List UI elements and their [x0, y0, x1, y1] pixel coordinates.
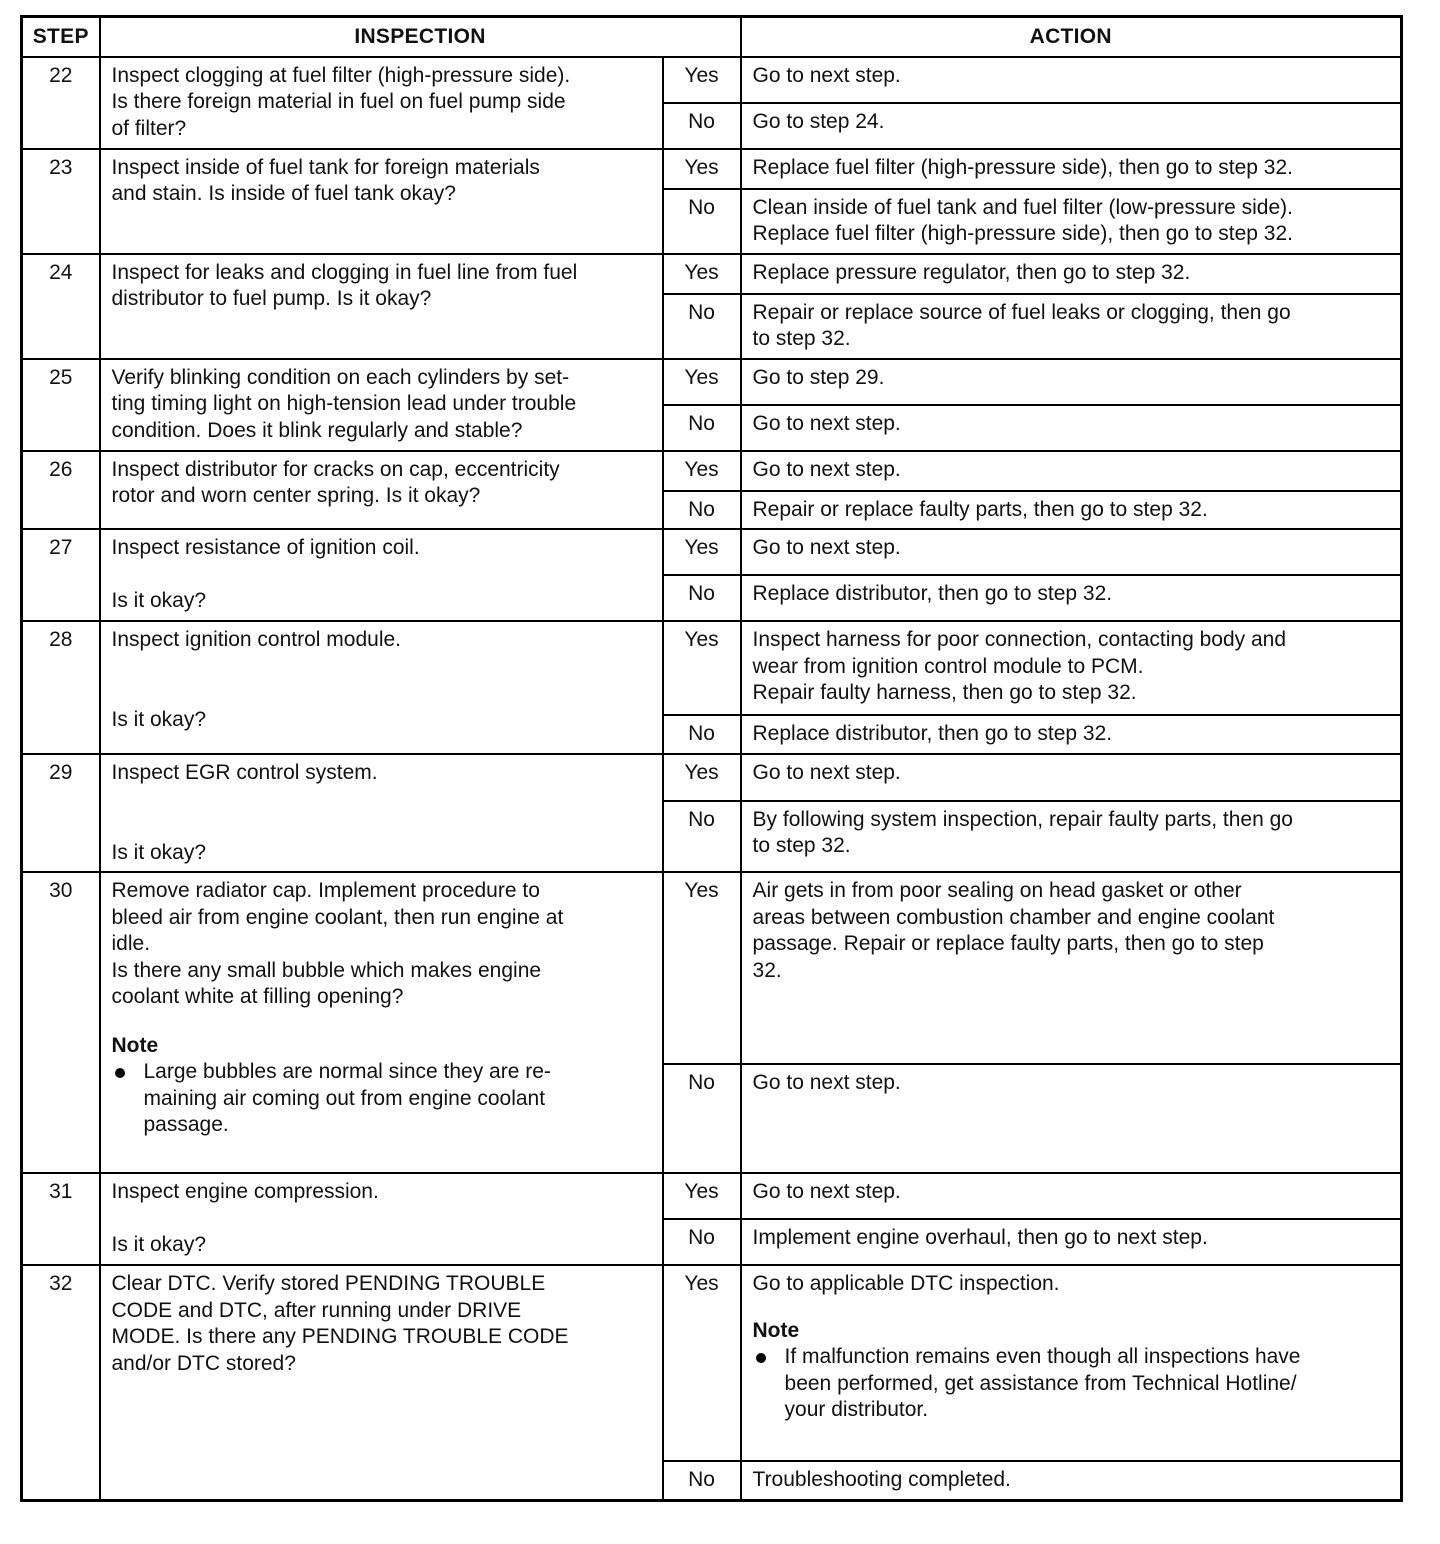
- action-text: Go to next step.: [752, 1180, 901, 1203]
- yes-label: Yes: [663, 1265, 741, 1461]
- no-action-cell: [741, 801, 1402, 872]
- yes-label: Yes: [663, 254, 741, 294]
- no-label: No: [663, 715, 741, 754]
- yes-label: Yes: [663, 872, 741, 1064]
- inspection-text: of filter?: [111, 116, 187, 140]
- inspection-text: Inspect for leaks and clogging in fuel line from fuel: [111, 260, 578, 284]
- note-text: maining air coming out from engine coolant: [143, 1086, 546, 1110]
- action-text: Repair or replace source of fuel leaks or clogging, then go: [752, 300, 1291, 324]
- no-label: No: [663, 294, 741, 359]
- action-text: Go to next step.: [752, 63, 901, 87]
- step-number: 22: [22, 57, 100, 149]
- action-text: Go to step 24.: [752, 109, 885, 133]
- inspection-question: Is it okay?: [111, 588, 207, 612]
- action-text: Go to next step.: [752, 457, 901, 481]
- action-text: Replace fuel filter (high-pressure side), then go to step 32.: [752, 222, 1293, 245]
- action-text: Replace distributor, then go to step 32.: [752, 582, 1113, 605]
- no-action-cell: [741, 575, 1402, 621]
- inspection-text: bleed air from engine coolant, then run engine at: [111, 905, 564, 929]
- yes-action-cell: [741, 451, 1402, 491]
- no-action-cell: [741, 1219, 1402, 1265]
- action-text: By following system inspection, repair faulty parts, then go: [752, 807, 1293, 831]
- no-label: No: [663, 405, 741, 451]
- inspection-text: coolant white at filling opening?: [111, 985, 404, 1008]
- note-title: Note: [752, 1318, 800, 1342]
- inspection-cell: [100, 872, 663, 1173]
- action-text: wear from ignition control module to PCM.: [752, 654, 1144, 678]
- inspection-text: Inspect EGR control system.: [111, 761, 378, 784]
- inspection-text: Inspect clogging at fuel filter (high-pressure side).: [111, 63, 571, 87]
- inspection-text: distributor to fuel pump. Is it okay?: [111, 287, 432, 310]
- action-text: Implement engine overhaul, then go to next step.: [752, 1226, 1208, 1249]
- step-number: 29: [22, 754, 100, 872]
- yes-label: Yes: [663, 621, 741, 715]
- no-label: No: [663, 491, 741, 530]
- inspection-text: Inspect inside of fuel tank for foreign materials: [111, 155, 540, 179]
- yes-action-cell: [741, 529, 1402, 575]
- yes-action-cell: [741, 754, 1402, 801]
- step-row-25: [22, 359, 1402, 405]
- step-number: 26: [22, 451, 100, 530]
- inspection-text: MODE. Is there any PENDING TROUBLE CODE: [111, 1325, 569, 1348]
- action-text: 32.: [752, 958, 782, 982]
- inspection-cell: [100, 754, 663, 872]
- action-text: Replace distributor, then go to step 32.: [752, 722, 1113, 745]
- yes-label: Yes: [663, 1173, 741, 1219]
- no-label: No: [663, 189, 741, 254]
- inspection-text: Inspect ignition control module.: [111, 628, 401, 651]
- action-text: Go to next step.: [752, 761, 901, 784]
- no-action-cell: [741, 491, 1402, 530]
- action-text: Air gets in from poor sealing on head gasket or other: [752, 879, 1242, 902]
- action-text: Repair or replace faulty parts, then go to step 32.: [752, 497, 1208, 521]
- step-row-22: [22, 57, 1402, 103]
- note-text: passage.: [143, 1113, 229, 1136]
- yes-label: Yes: [663, 754, 741, 801]
- yes-action-cell: [741, 57, 1402, 103]
- inspection-cell: [100, 451, 663, 530]
- step-row-27: [22, 529, 1402, 575]
- step-number: 25: [22, 359, 100, 451]
- no-action-cell: [741, 189, 1402, 254]
- inspection-text: Inspect engine compression.: [111, 1180, 379, 1203]
- step-row-23: [22, 149, 1402, 189]
- note-text: been performed, get assistance from Technical Hotline/: [784, 1371, 1297, 1395]
- troubleshooting-table: [20, 15, 1403, 1502]
- action-text: passage. Repair or replace faulty parts, then go to step: [752, 932, 1264, 955]
- inspection-text: Inspect distributor for cracks on cap, eccentricity: [111, 457, 560, 481]
- header-row: [22, 17, 1402, 57]
- inspection-cell: [100, 57, 663, 149]
- inspection-text: condition. Does it blink regularly and stable?: [111, 418, 523, 442]
- yes-label: Yes: [663, 359, 741, 405]
- no-label: No: [663, 1064, 741, 1173]
- action-text: to step 32.: [752, 834, 851, 858]
- yes-action-cell: [741, 1265, 1402, 1461]
- no-action-cell: [741, 1064, 1402, 1173]
- action-text: Troubleshooting completed.: [752, 1468, 1011, 1491]
- yes-label: Yes: [663, 529, 741, 575]
- yes-action-cell: [741, 359, 1402, 405]
- yes-label: Yes: [663, 57, 741, 103]
- inspection-question: Is it okay?: [111, 840, 207, 864]
- note-title: Note: [111, 1033, 159, 1057]
- yes-action-cell: [741, 254, 1402, 294]
- inspection-cell: [100, 1265, 663, 1500]
- inspection-text: and/or DTC stored?: [111, 1351, 296, 1375]
- step-row-30: [22, 872, 1402, 1064]
- action-text: to step 32.: [752, 327, 851, 350]
- note-bullet: [753, 1344, 1391, 1424]
- action-text: Go to next step.: [752, 1071, 901, 1094]
- header-inspection: INSPECTION: [100, 17, 741, 57]
- inspection-text: Verify blinking condition on each cylinders by set-: [111, 365, 570, 389]
- step-number: 31: [22, 1173, 100, 1265]
- step-row-31: [22, 1173, 1402, 1219]
- bullet-icon: [115, 1068, 125, 1078]
- action-text: Inspect harness for poor connection, contacting body and: [752, 628, 1287, 651]
- no-action-cell: [741, 1461, 1402, 1500]
- action-text: Replace fuel filter (high-pressure side), then go to step 32.: [752, 155, 1293, 179]
- action-text: areas between combustion chamber and engine coolant: [752, 905, 1275, 929]
- action-text: Go to step 29.: [752, 365, 885, 389]
- inspection-text: Is there any small bubble which makes engine: [111, 958, 542, 982]
- note-text: If malfunction remains even though all inspections have: [784, 1345, 1301, 1368]
- inspection-cell: [100, 529, 663, 621]
- no-label: No: [663, 103, 741, 149]
- action-text: Replace pressure regulator, then go to step 32.: [752, 260, 1191, 284]
- note-text: your distributor.: [784, 1398, 929, 1421]
- inspection-cell: [100, 359, 663, 451]
- yes-action-cell: [741, 149, 1402, 189]
- no-label: No: [663, 575, 741, 621]
- inspection-cell: [100, 149, 663, 254]
- step-number: 30: [22, 872, 100, 1173]
- inspection-text: Is there foreign material in fuel on fuel pump side: [111, 90, 566, 113]
- step-row-24: [22, 254, 1402, 294]
- no-action-cell: [741, 294, 1402, 359]
- step-number: 23: [22, 149, 100, 254]
- no-action-cell: [741, 405, 1402, 451]
- inspection-text: ting timing light on high-tension lead under trouble: [111, 392, 577, 415]
- inspection-question: Is it okay?: [111, 1232, 207, 1256]
- step-number: 24: [22, 254, 100, 359]
- action-text: Repair faulty harness, then go to step 32.: [752, 681, 1137, 704]
- header-action: ACTION: [741, 17, 1402, 57]
- yes-action-cell: [741, 872, 1402, 1064]
- inspection-cell: [100, 1173, 663, 1265]
- yes-label: Yes: [663, 149, 741, 189]
- note-bullet: [112, 1059, 652, 1139]
- no-action-cell: [741, 103, 1402, 149]
- inspection-text: Remove radiator cap. Implement procedure to: [111, 879, 540, 902]
- inspection-text: Inspect resistance of ignition coil.: [111, 536, 420, 559]
- yes-action-cell: [741, 1173, 1402, 1219]
- inspection-text: Clear DTC. Verify stored PENDING TROUBLE: [111, 1272, 546, 1295]
- inspection-text: rotor and worn center spring. Is it okay?: [111, 484, 481, 507]
- note-text: Large bubbles are normal since they are re-: [143, 1060, 551, 1083]
- yes-label: Yes: [663, 451, 741, 491]
- step-row-32: [22, 1265, 1402, 1461]
- no-action-cell: [741, 715, 1402, 754]
- bullet-icon: [756, 1353, 766, 1363]
- no-label: No: [663, 1461, 741, 1500]
- action-text: Go to next step.: [752, 536, 901, 559]
- action-text: Go to next step.: [752, 411, 901, 435]
- step-number: 28: [22, 621, 100, 754]
- step-row-26: [22, 451, 1402, 491]
- no-label: No: [663, 1219, 741, 1265]
- inspection-question: Is it okay?: [111, 707, 207, 731]
- header-step: STEP: [22, 17, 100, 57]
- inspection-text: CODE and DTC, after running under DRIVE: [111, 1298, 522, 1322]
- inspection-text: idle.: [111, 932, 151, 955]
- action-text: Clean inside of fuel tank and fuel filter (low-pressure side).: [752, 195, 1293, 219]
- action-text: Go to applicable DTC inspection.: [752, 1272, 1060, 1295]
- no-label: No: [663, 801, 741, 872]
- inspection-text: and stain. Is inside of fuel tank okay?: [111, 182, 456, 205]
- inspection-cell: [100, 254, 663, 359]
- step-number: 27: [22, 529, 100, 621]
- step-row-29: [22, 754, 1402, 801]
- step-number: 32: [22, 1265, 100, 1500]
- yes-action-cell: [741, 621, 1402, 715]
- inspection-cell: [100, 621, 663, 754]
- step-row-28: [22, 621, 1402, 715]
